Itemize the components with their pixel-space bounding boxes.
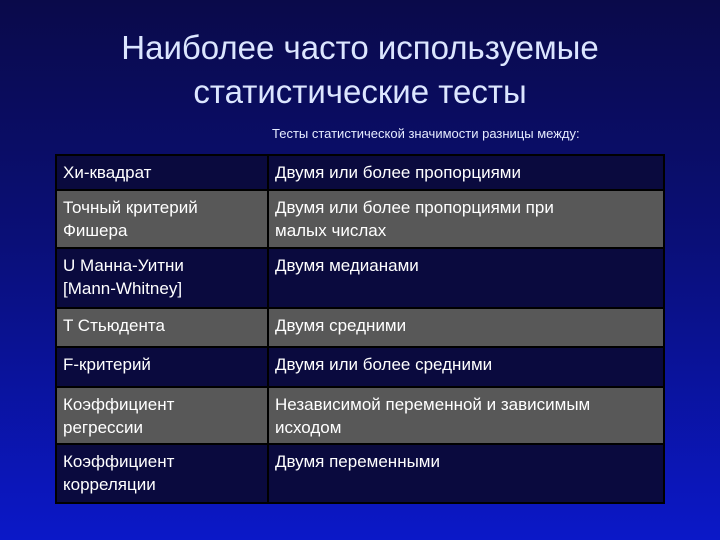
comparison-line: Двумя или более средними <box>275 355 493 374</box>
table-row <box>56 308 664 347</box>
test-name-line: F-критерий <box>63 355 151 374</box>
slide-title <box>0 26 720 114</box>
comparison-cell <box>268 444 664 503</box>
test-name-cell <box>56 387 268 444</box>
test-name-line: [Mann-Whitney] <box>63 279 183 298</box>
comparison-line: Двумя или более пропорциями при <box>275 198 554 217</box>
test-name-cell <box>56 347 268 387</box>
test-name-line: Коэффициент <box>63 452 175 471</box>
test-name-line: T Стьюдента <box>63 316 165 335</box>
test-name-cell <box>56 190 268 248</box>
test-name-line: Точный критерий <box>63 198 198 217</box>
comparison-cell <box>268 347 664 387</box>
comparison-line: Двумя переменными <box>275 452 440 471</box>
title-line-2: статистические тесты <box>193 73 527 110</box>
test-name-line: корреляции <box>63 475 156 494</box>
table-row <box>56 444 664 503</box>
comparison-cell <box>268 387 664 444</box>
table-row <box>56 248 664 308</box>
table-caption: Тесты статистической значимости разницы между: <box>272 126 580 141</box>
comparison-cell <box>268 308 664 347</box>
comparison-line: Независимой переменной и зависимым <box>275 395 591 414</box>
test-name-cell <box>56 308 268 347</box>
test-name-line: Хи-квадрат <box>63 163 152 182</box>
test-name-line: U Манна-Уитни <box>63 256 184 275</box>
comparison-line: Двумя медианами <box>275 256 419 275</box>
test-name-cell <box>56 155 268 190</box>
comparison-line: малых числах <box>275 221 387 240</box>
test-name-line: Коэффициент <box>63 395 175 414</box>
test-name-cell <box>56 248 268 308</box>
comparison-line: исходом <box>275 418 342 437</box>
table-row <box>56 347 664 387</box>
table-row <box>56 155 664 190</box>
test-name-line: регрессии <box>63 418 144 437</box>
comparison-line: Двумя или более пропорциями <box>275 163 521 182</box>
comparison-line: Двумя средними <box>275 316 407 335</box>
comparison-cell <box>268 248 664 308</box>
test-name-cell <box>56 444 268 503</box>
table-row <box>56 190 664 248</box>
title-line-1: Наиболее часто используемые <box>121 29 599 66</box>
stat-tests-table <box>55 154 665 504</box>
table-row <box>56 387 664 444</box>
comparison-cell <box>268 190 664 248</box>
comparison-cell <box>268 155 664 190</box>
test-name-line: Фишера <box>63 221 128 240</box>
